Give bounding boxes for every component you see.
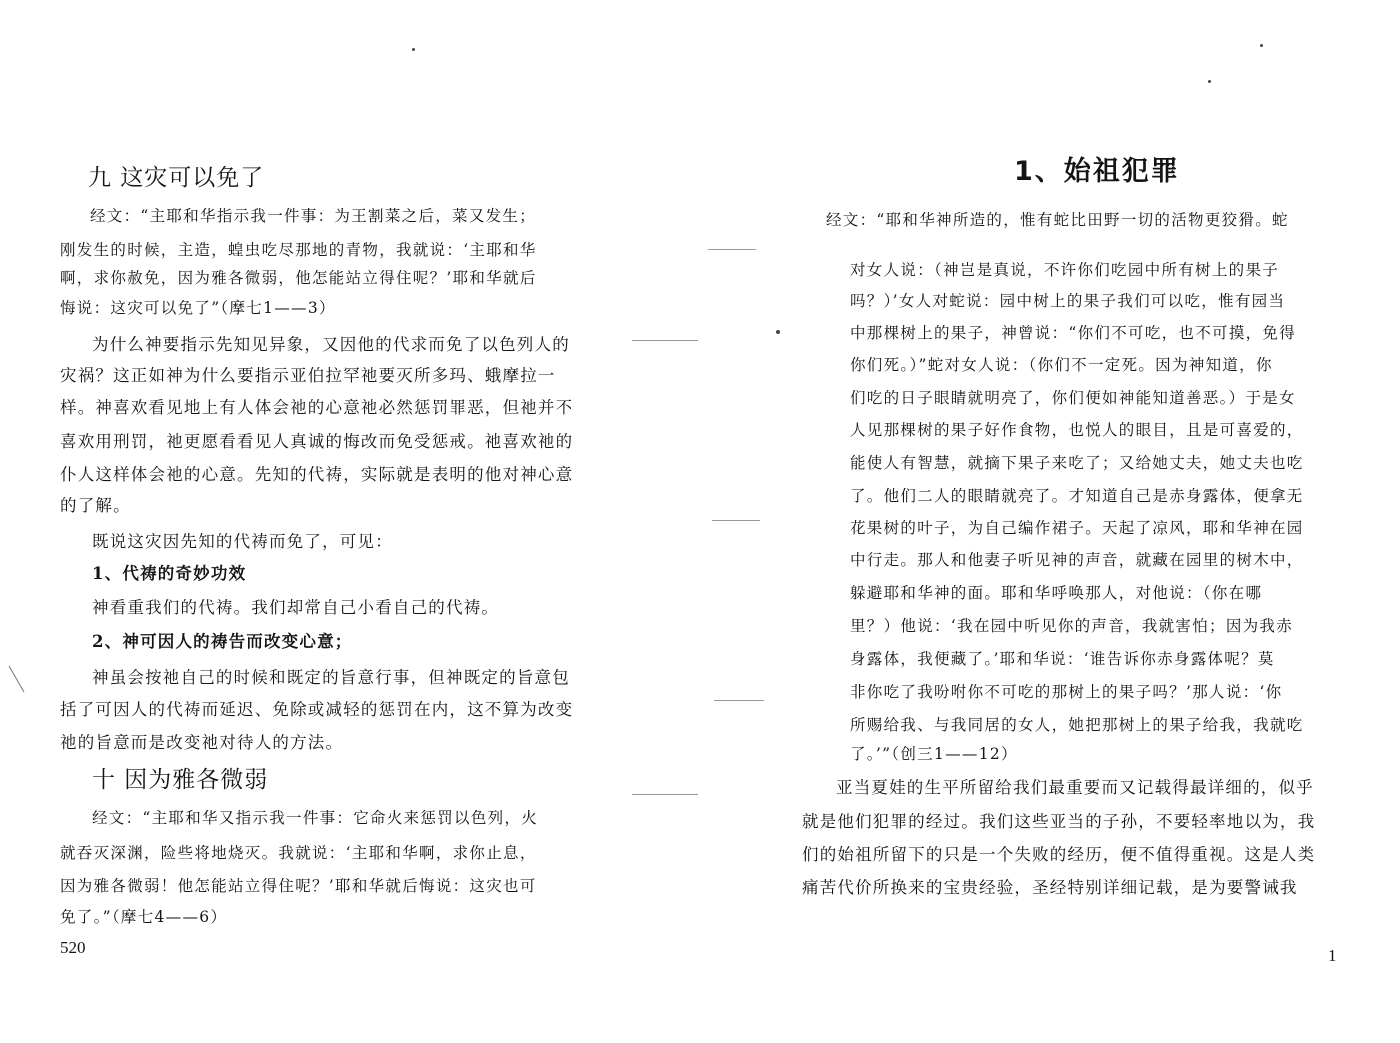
scripture-line: 身露体，我便藏了。’耶和华说：‘谁告诉你赤身露体呢？莫 [850,650,1275,668]
scan-speck [412,48,415,51]
scripture-line: 花果树的叶子，为自己编作裙子。天起了凉风，耶和华神在园 [850,519,1304,537]
scripture-line: 里？）他说：‘我在园中听见你的声音，我就害怕；因为我赤 [850,617,1294,635]
chapter-heading: 1、始祖犯罪 [1014,156,1180,187]
point-1-text: 神看重我们的代祷。我们却常自己小看自己的代祷。 [92,598,500,617]
scripture-line: 吗？）’女人对蛇说：园中树上的果子我们可以吃，惟有园当 [850,292,1286,310]
paragraph-line: 的了解。 [60,496,131,515]
scripture-line: 免了。”（摩七4——6） [60,908,228,926]
paragraph-line: 神虽会按祂自己的时候和既定的旨意行事，但神既定的旨意包 [92,668,570,687]
paragraph-line: 为什么神要指示先知见异象，又因他的代求而免了以色列人的 [92,335,570,354]
scripture-line: 悔说：这灾可以免了”（摩七1——3） [60,299,336,317]
paragraph-line: 痛苦代价所换来的宝贵经验，圣经特别详细记载，是为要警诫我 [802,878,1298,897]
paragraph-line: 亚当夏娃的生平所留给我们最重要而又记载得最详细的，似乎 [836,778,1314,797]
page-number: 1 [1328,946,1337,965]
scripture-line: 经文：“耶和华神所造的，惟有蛇比田野一切的活物更狡猾。蛇 [826,211,1289,229]
margin-line [712,520,760,521]
scripture-line: 经文：“主耶和华又指示我一件事：它命火来惩罚以色列，火 [92,809,539,827]
paragraph-line: 括了可因人的代祷而延迟、免除或减轻的惩罚在内，这不算为改变 [60,700,574,719]
margin-line [708,249,756,250]
margin-line [632,794,698,795]
scan-speck [776,330,780,334]
scripture-line: 中那棵树上的果子，神曾说：“你们不可吃，也不可摸，免得 [850,324,1297,342]
scripture-line: 所赐给我、与我同居的女人，她把那树上的果子给我，我就吃 [850,716,1304,734]
scripture-line: 啊，求你赦免，因为雅各微弱，他怎能站立得住呢？’耶和华就后 [60,269,537,287]
scripture-line: 们吃的日子眼睛就明亮了，你们便如神能知道善恶。）于是女 [850,389,1296,407]
margin-line [714,700,764,701]
scripture-line: 了。’”（创三1——12） [850,745,1018,763]
scripture-line: 刚发生的时候，主造，蝗虫吃尽那地的青物，我就说：‘主耶和华 [60,241,537,259]
paragraph-line: 既说这灾因先知的代祷而免了，可见： [92,532,393,551]
scan-speck [1208,80,1211,83]
scripture-line: 非你吃了我吩咐你不可吃的那树上的果子吗？’那人说：‘你 [850,683,1283,701]
paragraph-line: 灾祸？这正如神为什么要指示亚伯拉罕祂要灭所多玛、蛾摩拉一 [60,366,556,385]
section-heading-10: 十 因为雅各微弱 [92,767,269,793]
scripture-line: 对女人说：（神岂是真说，不许你们吃园中所有树上的果子 [850,261,1280,279]
section-heading-9: 九 这灾可以免了 [88,165,265,191]
scripture-line: 你们死。）”蛇对女人说：（你们不一定死。因为神知道，你 [850,356,1273,374]
point-2-title: 2、神可因人的祷告而改变心意； [92,632,353,651]
scripture-line: 人见那棵树的果子好作食物，也悦人的眼目，且是可喜爱的， [850,421,1304,439]
margin-line [632,340,698,341]
scripture-line: 能使人有智慧，就摘下果子来吃了；又给她丈夫，她丈夫也吃 [850,454,1304,472]
page-number: 520 [60,938,86,957]
paragraph-line: 祂的旨意而是改变祂对待人的方法。 [60,733,344,752]
point-1-title: 1、代祷的奇妙功效 [92,564,247,583]
scripture-line: 经文：“主耶和华指示我一件事：为王割菜之后，菜又发生； [90,207,537,225]
scripture-line: 了。他们二人的眼睛就亮了。才知道自己是赤身露体，便拿无 [850,487,1304,505]
paragraph-line: 喜欢用刑罚，祂更愿看看见人真诚的悔改而免受惩戒。祂喜欢祂的 [60,432,574,451]
scan-mark [9,666,25,692]
scan-speck [1260,44,1263,47]
paragraph-line: 样。神喜欢看见地上有人体会祂的心意祂必然惩罚罪恶，但祂并不 [60,398,574,417]
scripture-line: 躲避耶和华神的面。耶和华呼唤那人，对他说：（你在哪 [850,584,1263,602]
scripture-line: 就吞灭深渊，险些将地烧灭。我就说：‘主耶和华啊，求你止息， [60,844,537,862]
right-page [700,0,1400,1043]
scripture-line: 中行走。那人和他妻子听见神的声音，就藏在园里的树木中， [850,551,1304,569]
paragraph-line: 们的始祖所留下的只是一个失败的经历，便不值得重视。这是人类 [802,845,1316,864]
paragraph-line: 就是他们犯罪的经过。我们这些亚当的子孙，不要轻率地以为，我 [802,812,1316,831]
scripture-line: 因为雅各微弱！他怎能站立得住呢？’耶和华就后悔说：这灾也可 [60,877,537,895]
paragraph-line: 仆人这样体会祂的心意。先知的代祷，实际就是表明的他对神心意 [60,465,574,484]
